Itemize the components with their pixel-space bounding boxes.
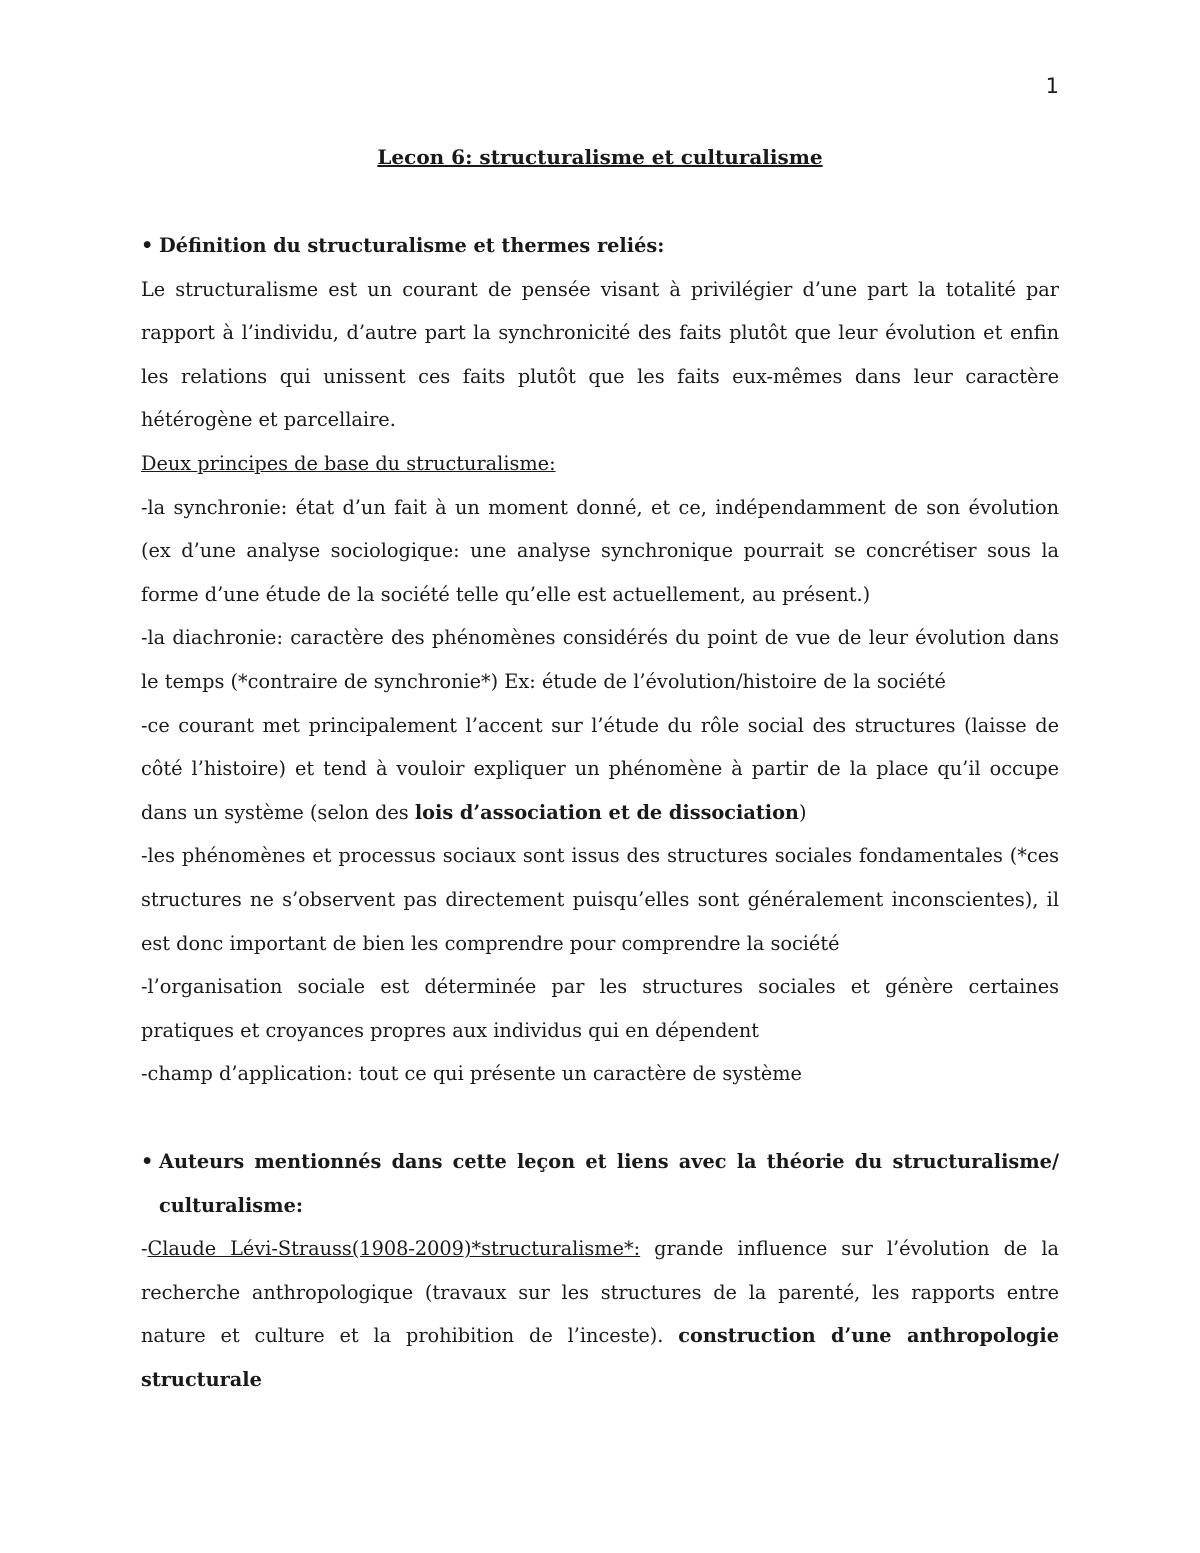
intro-paragraph: Le structuralisme est un courant de pensée visant à privilégier d’une part la totalité par rapport à l’individu, d’autre part la synchronicité des faits plutôt que leur évolution et enfin les relations qui unissent ces faits plutôt que les faits eux-mêmes dans leur caractère hétérogène et parcellaire. (141, 277, 1059, 432)
document-title: Lecon 6: structuralisme et culturalisme (377, 145, 823, 169)
heading-text: Auteurs mentionnés dans cette leçon et liens avec la théorie du structuralisme/ culturalisme: (159, 1150, 1059, 1217)
organisation-paragraph: -l’organisation sociale est déterminée par les structures sociales et génère certaines pratiques et croyances propres aux individus qui en dépendent (141, 975, 1059, 1042)
heading-text: Définition du structuralisme et thermes reliés: (159, 234, 665, 257)
principles-heading: Deux principes de base du structuralisme: (141, 451, 556, 475)
bold-term: lois d’association et de dissociation (414, 800, 799, 824)
synchronie-paragraph: -la synchronie: état d’un fait à un moment donné, et ce, indépendamment de son évolution (ex d’une analyse sociologique: une analyse synchronique pourrait se concrétiser sous la forme d’une étude de la société telle qu’elle est actuellement, au présent.) (141, 495, 1059, 606)
diachronie-paragraph: -la diachronie: caractère des phénomènes considérés du point de vue de leur évolution dans le temps (*contraire de synchronie*) Ex: étude de l’évolution/histoire de la société (141, 626, 1059, 693)
page-number: 1 (1045, 74, 1059, 98)
courant-paragraph: -ce courant met principalement l’accent sur l’étude du rôle social des structures (laisse de côté l’histoire) et tend à vouloir expliquer un phénomène à partir de la place qu’il occupe dans un système (selon des lois d’association et de dissociation) (141, 713, 1059, 824)
levi-strauss-paragraph: -Claude Lévi-Strauss(1908-2009)*structuralisme*: grande influence sur l’évolution de la recherche anthropologique (travaux sur les structures de la parenté, les rapports entre nature et culture et la prohibition de l’inceste). construction d’une anthropologie structurale (141, 1237, 1059, 1391)
bullet-icon: • (141, 234, 154, 257)
bold-term: construction d’une anthropologie structurale (141, 1324, 1059, 1391)
author-name: Claude Lévi-Strauss(1908-2009)*structuralisme*: (147, 1237, 641, 1261)
section-heading (141, 1140, 1059, 1227)
bullet-icon: • (141, 1150, 154, 1173)
section-definition (141, 224, 1059, 1096)
phenomenes-paragraph: -les phénomènes et processus sociaux sont issus des structures sociales fondamentales (*ces structures ne s’observent pas directement puisqu’elles sont généralement inconscientes), il est donc important de bien les comprendre pour comprendre la société (141, 844, 1059, 955)
champ-paragraph: -champ d’application: tout ce qui présente un caractère de système (141, 1062, 802, 1086)
section-authors (141, 1140, 1059, 1402)
section-heading (141, 224, 1059, 268)
